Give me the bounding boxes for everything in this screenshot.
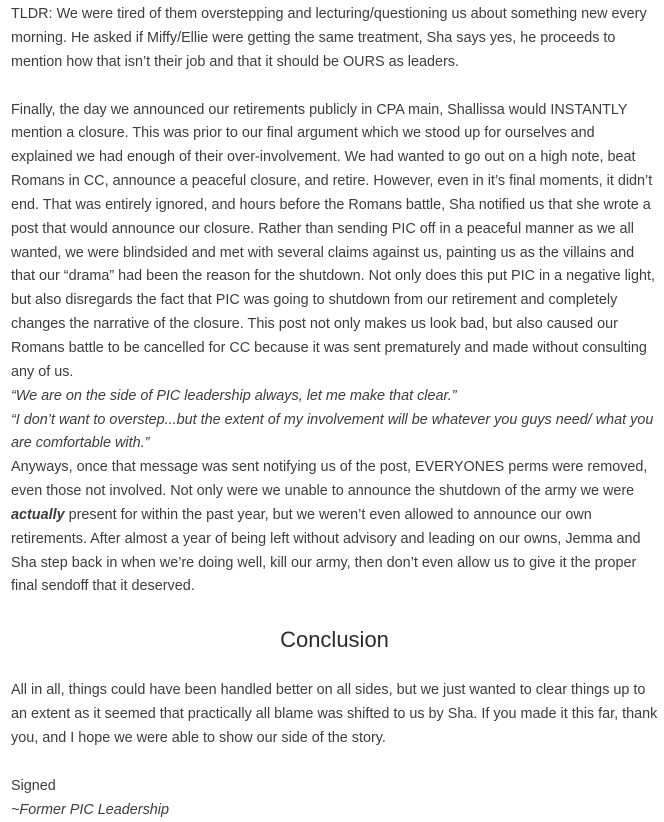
anyways-paragraph bbox=[11, 456, 658, 599]
anyways-text-start: Anyways, once that message was sent notifying us of the post, EVERYONES perms were removed, even those not involved. Not only were we unable to announce the shutdown of the army we were bbox=[11, 459, 648, 500]
anyways-emphasis: actually bbox=[11, 506, 65, 523]
quote-overstep: “I don’t want to overstep...but the extent of my involvement will be whatever you guys need/ what you are comfortable with.” bbox=[11, 411, 654, 452]
signature-line: ~Former PIC Leadership bbox=[11, 801, 169, 818]
tldr-paragraph: TLDR: We were tired of them overstepping and lecturing/questioning us about something new every morning. He asked if Miffy/Ellie were getting the same treatment, Sha says yes, he proceeds to mention how that isn’t their job and that it should be OURS as leaders. bbox=[11, 6, 647, 70]
anyways-text-end: present for within the past year, but we weren’t even allowed to announce our own retirements. After almost a year of being left without advisory and leading on our owns, Jemma and Sha step back in when we’re doing well, kill our army, then don’t even allow us to give it the proper final sendoff that it deserved. bbox=[11, 506, 641, 595]
conclusion-paragraph: All in all, things could have been handled better on all sides, but we just wanted to clear things up to an extent as it seemed that practically all blame was shifted to us by Sha. If you made it this far, thank you, and I hope we were able to show our side of the story. bbox=[11, 682, 658, 746]
signed-label: Signed bbox=[11, 777, 56, 794]
quote-leadership: “We are on the side of PIC leadership always, let me make that clear.” bbox=[11, 387, 457, 404]
finally-paragraph: Finally, the day we announced our retirements publicly in CPA main, Shallissa would INSTANTLY mention a closure. This was prior to our final argument which we stood up for ourselves and explained we had enough of their over-involvement. We had wanted to go out on a high note, beat Romans in CC, announce a peaceful closure, and retire. However, even in it’s final moments, it didn’t end. That was entirely ignored, and hours before the Romans battle, Sha notified us that she wrote a post that would announce our closure. Rather than sending PIC off in a peaceful manner as we all wanted, we were blindsided and met with several claims against us, painting us as the villains and that our “drama” had been the reason for the shutdown. Not only does this put PIC in a negative light, but also disregards the fact that PIC was going to shutdown from our retirement and completely changes the narrative of the closure. This post not only makes us look bad, but also caused our Romans battle to be cancelled for CC because it was sent prematurely and made without consulting any of us. bbox=[11, 101, 655, 380]
conclusion-heading: Conclusion bbox=[280, 627, 389, 653]
